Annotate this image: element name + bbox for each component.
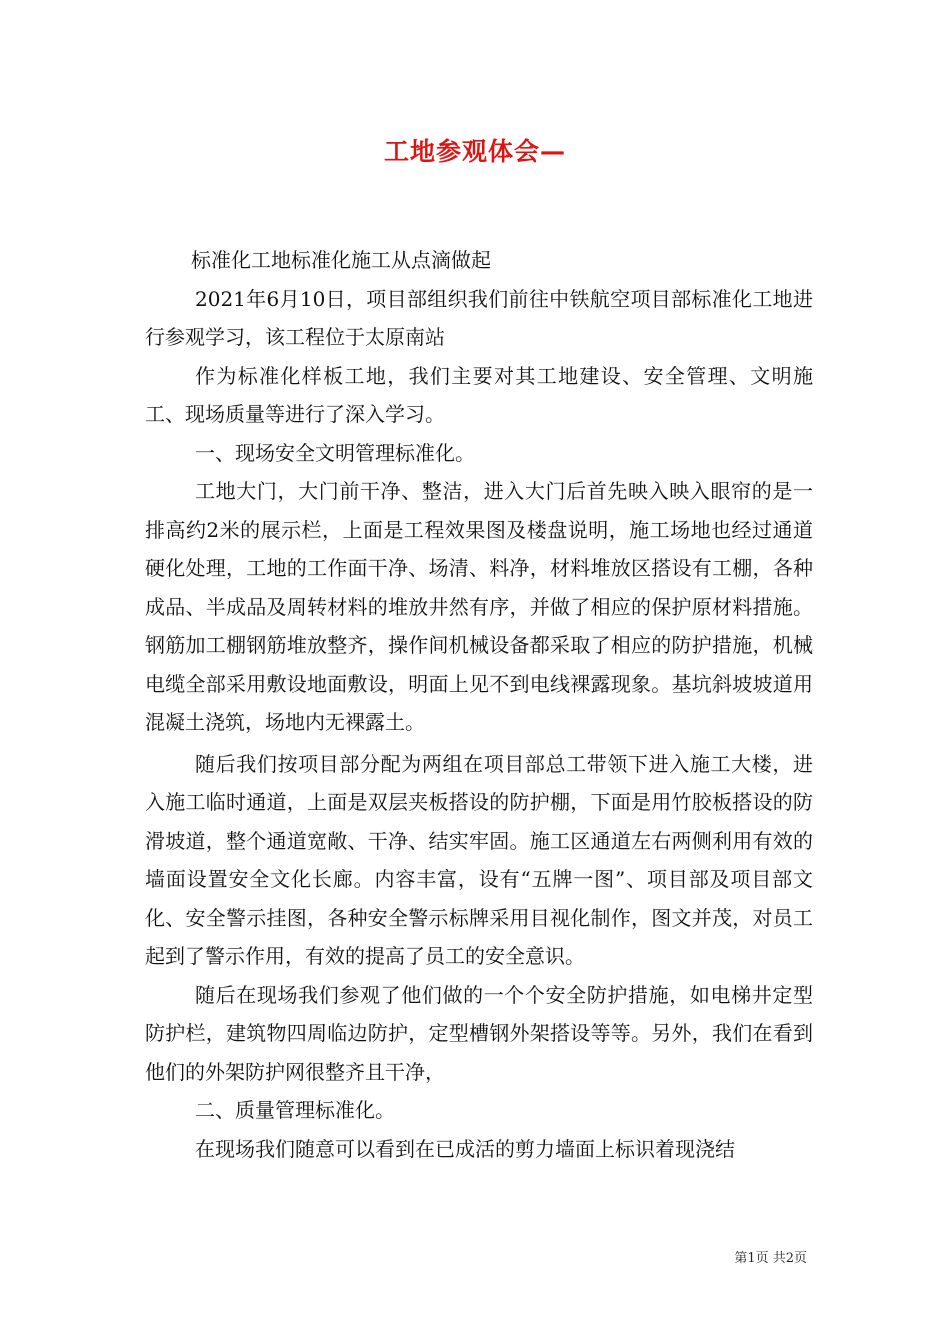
section-heading-quality: 二、质量管理标准化。	[195, 1098, 395, 1122]
section-heading-safety: 一、现场安全文明管理标准化。	[195, 440, 475, 465]
page-title: 工地参观体会—	[383, 137, 566, 166]
paragraph-focus: 作为标准化样板工地，我们主要对其工地建设、安全管理、文明施工、现场质量等进行了深入学习。	[145, 363, 813, 426]
paragraph-quality: 在现场我们随意可以看到在已成活的剪力墙面上标识着现浇结	[195, 1136, 735, 1161]
page-number: 第1页 共2页	[734, 1251, 807, 1266]
paragraph-site-gate: 工地大门，大门前干净、整洁，进入大门后首先映入映入眼帘的是一排高约2米的展示栏，上面是工程效果图及楼盘说明，施工场地也经过通道硬化处理，工地的工作面干净、场清、料净，材料堆放区搭设有工棚，各种成品、半成品及周转材料的堆放井然有序，并做了相应的保护原材料措施。钢筋加工棚钢筋堆放整齐，操作间机械设备都采取了相应的防护措施，机械电缆全部采用敷设地面敷设，明面上见不到电线裸露现象。基坑斜坡坡道用混凝土浇筑，场地内无裸露土。	[145, 479, 813, 734]
paragraph-safety-measures: 随后在现场我们参观了他们做的一个个安全防护措施，如电梯井定型防护栏，建筑物四周临边防护，定型槽钢外架搭设等等。另外，我们在看到他们的外架防护网很整齐且干净，	[145, 982, 813, 1084]
document-body	[145, 241, 813, 1168]
paragraph-construction-building: 随后我们按项目部分配为两组在项目部总工带领下进入施工大楼，进入施工临时通道，上面是双层夹板搭设的防护棚，下面是用竹胶板搭设的防滑坡道，整个通道宽敞、干净、结实牢固。施工区通道左右两侧利用有效的墙面设置安全文化长廊。内容丰富，设有“五牌一图”、项目部及项目部文化、安全警示挂图，各种安全警示标牌采用目视化制作，图文并茂，对员工起到了警示作用，有效的提高了员工的安全意识。	[145, 751, 813, 968]
document-subtitle: 标准化工地标准化施工从点滴做起	[191, 248, 491, 272]
paragraph-intro: 2021年6月10日，项目部组织我们前往中铁航空项目部标准化工地进行参观学习，该工程位于太原南站	[145, 286, 813, 349]
